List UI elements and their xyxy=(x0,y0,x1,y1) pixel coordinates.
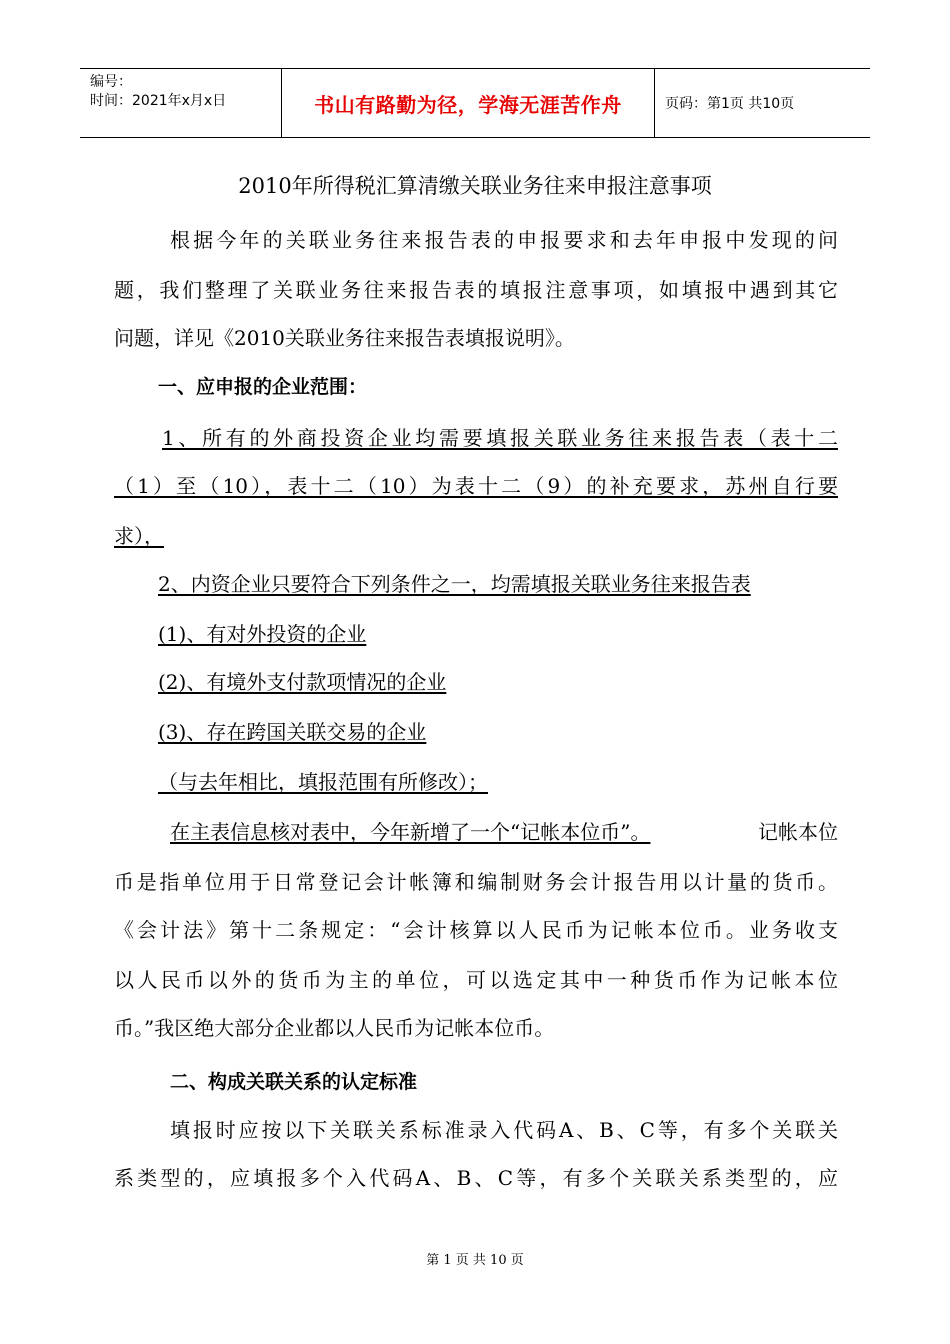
time-label: 时间：2021年x月x日 xyxy=(90,93,227,109)
paragraph-line: 系类型的，应填报多个入代码A、B、C等，有多个关联关系类型的，应 xyxy=(114,1166,838,1190)
document-title: 2010年所得税汇算清缴关联业务往来申报注意事项 xyxy=(238,174,712,198)
list-item: (1)、有对外投资的企业 xyxy=(158,622,367,646)
plain-text: 记帐本位 xyxy=(758,820,838,844)
page-footer: 第 1 页 共 10 页 xyxy=(426,1253,524,1268)
page-info: 页码：第1页 共10页 xyxy=(665,96,795,112)
paragraph-line: 填报时应按以下关联关系标准录入代码A、B、C等，有多个关联关 xyxy=(170,1118,838,1142)
paragraph-line: 1、所有的外商投资企业均需要填报关联业务往来报告表（表十二 xyxy=(162,426,838,450)
number-label: 编号： xyxy=(90,74,132,90)
paragraph-line: 根据今年的关联业务往来报告表的申报要求和去年申报中发现的问 xyxy=(170,228,838,252)
paragraph-line: 币。”我区绝大部分企业都以人民币为记帐本位币。 xyxy=(114,1016,555,1040)
header-page-info-cell xyxy=(655,69,870,137)
paragraph-line xyxy=(170,818,838,846)
section-heading: 二、构成关联关系的认定标准 xyxy=(170,1071,418,1093)
slogan: 书山有路勤为径，学海无涯苦作舟 xyxy=(314,92,622,117)
list-item: (2)、有境外支付款项情况的企业 xyxy=(158,670,447,694)
paragraph-line: 题，我们整理了关联业务往来报告表的填报注意事项，如填报中遇到其它 xyxy=(114,278,838,302)
paragraph-line: 求）， xyxy=(114,524,164,548)
section-heading: 一、应申报的企业范围： xyxy=(158,376,368,398)
header-slogan-cell xyxy=(282,69,655,137)
paragraph-line: 币是指单位用于日常登记会计帐簿和编制财务会计报告用以计量的货币。 xyxy=(114,870,838,894)
paragraph-line: 《会计法》第十二条规定：“会计核算以人民币为记帐本位币。业务收支 xyxy=(114,918,838,942)
header-meta xyxy=(80,69,282,137)
list-item: (3)、存在跨国关联交易的企业 xyxy=(158,720,427,744)
paragraph-line: 2、内资企业只要符合下列条件之一，均需填报关联业务往来报告表 xyxy=(158,572,751,596)
paragraph-line: 问题，详见《2010关联业务往来报告表填报说明》。 xyxy=(114,326,575,350)
paragraph-line: （1）至（10），表十二（10）为表十二（9）的补充要求，苏州自行要 xyxy=(114,474,838,498)
paragraph-line: （与去年相比，填报范围有所修改）； xyxy=(158,770,488,794)
underlined-text: 在主表信息核对表中，今年新增了一个“记帐本位币”。 xyxy=(170,820,651,844)
document-header xyxy=(80,68,870,138)
paragraph-line: 以人民币以外的货币为主的单位，可以选定其中一种货币作为记帐本位 xyxy=(114,968,838,992)
